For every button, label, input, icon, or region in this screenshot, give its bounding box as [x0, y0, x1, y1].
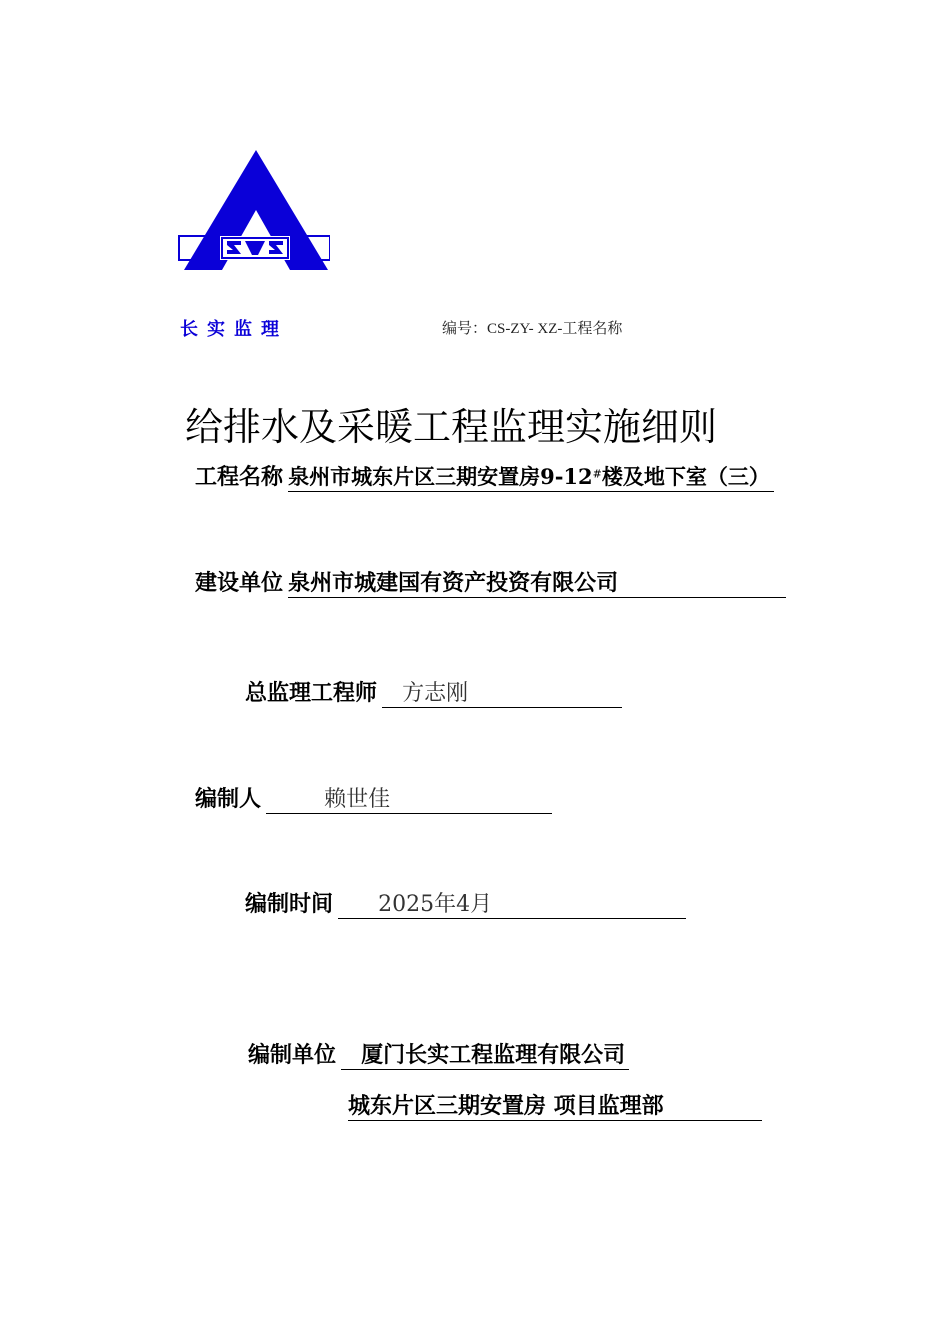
compile-time-value-line: [338, 887, 686, 919]
chief-engineer-row: [245, 676, 622, 708]
compile-unit-value: 厦门长实工程监理有限公司: [361, 1043, 626, 1068]
compiler-label: 编制人: [195, 787, 262, 812]
compile-time-value: 2025年4月: [378, 892, 493, 917]
document-title: 给排水及采暖工程监理实施细则: [185, 405, 718, 449]
compile-time-label: 编制时间: [245, 892, 334, 917]
compiler-row: [195, 782, 552, 814]
project-name-tail: 楼及地下室（三）: [601, 464, 770, 489]
project-name-value: [288, 461, 774, 492]
project-name-main: 泉州市城东片区三期安置房9-12: [288, 464, 593, 489]
compile-unit-line2-underline: [348, 1089, 762, 1121]
compile-unit-row: [248, 1038, 629, 1070]
construction-unit-value: 泉州市城建国有资产投资有限公司: [288, 571, 619, 596]
compiler-value-line: [266, 782, 552, 814]
construction-unit-label: 建设单位: [195, 571, 284, 596]
document-number: 编号：CS-ZY- XZ-工程名称: [442, 321, 623, 337]
compiler-value: 赖世佳: [324, 787, 391, 812]
chief-engineer-label: 总监理工程师: [245, 681, 378, 706]
chief-engineer-value-line: [382, 676, 622, 708]
company-short-name: 长实监理: [180, 319, 288, 340]
compile-unit-line2-row: [348, 1089, 762, 1121]
project-name-row: [195, 460, 774, 492]
compile-time-row: [245, 887, 686, 919]
compile-unit-value-line: [341, 1038, 629, 1070]
compile-unit-label: 编制单位: [248, 1043, 337, 1068]
chief-engineer-value: 方志刚: [402, 681, 469, 706]
project-name-sup: #: [592, 467, 602, 481]
company-logo: [178, 148, 330, 274]
construction-unit-row: [195, 566, 786, 598]
construction-unit-value-line: [288, 566, 786, 598]
project-name-label: 工程名称: [195, 465, 284, 490]
compile-unit-line2: 城东片区三期安置房 项目监理部: [348, 1094, 664, 1119]
